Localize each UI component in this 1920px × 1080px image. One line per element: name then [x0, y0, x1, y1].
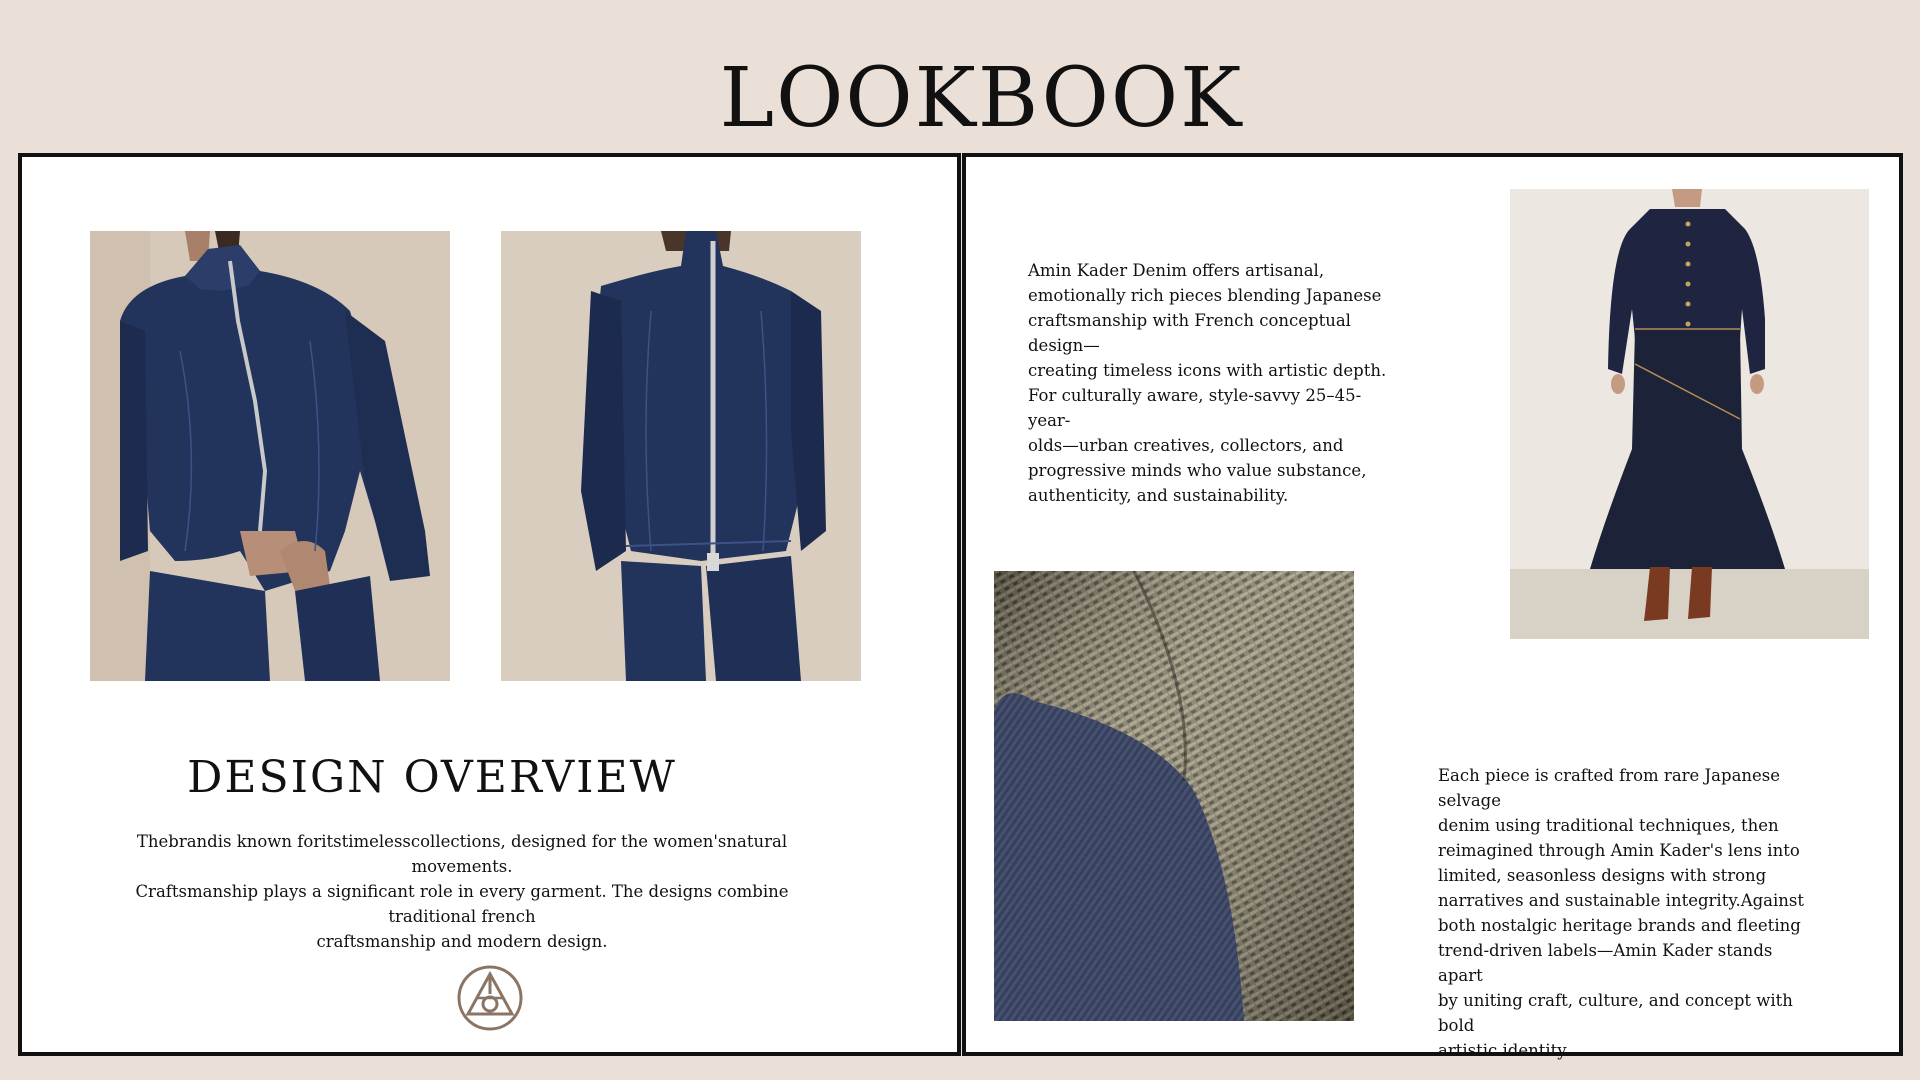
design-overview-line: craftsmanship and modern design.	[316, 932, 608, 951]
craft-detail-line: both nostalgic heritage brands and fleeting	[1438, 916, 1801, 935]
brand-intro-line: emotionally rich pieces blending Japanese	[1028, 286, 1382, 305]
left-page	[18, 153, 961, 1056]
jacket-front-photo	[90, 231, 450, 681]
craft-detail-line: denim using traditional techniques, then	[1438, 816, 1779, 835]
right-page	[962, 153, 1903, 1060]
brand-intro-line: Amin Kader Denim offers artisanal,	[1028, 261, 1325, 280]
brand-intro-line: creating timeless icons with artistic depth.	[1028, 361, 1387, 380]
triangle-emblem-icon	[456, 964, 524, 1032]
craft-detail-line: narratives and sustainable integrity.Against	[1438, 891, 1805, 910]
brand-intro-line: progressive minds who value substance,	[1028, 461, 1367, 480]
brand-intro-line: authenticity, and sustainability.	[1028, 486, 1289, 505]
design-overview-line: Thebrandis known foritstimelesscollections, designed for the women'snatural movements.	[136, 832, 788, 876]
craft-detail-text	[1438, 763, 1808, 1063]
craft-detail-line: limited, seasonless designs with strong	[1438, 866, 1767, 885]
brand-intro-line: For culturally aware, style-savvy 25–45-year-	[1028, 386, 1362, 430]
denim-dress-photo	[1510, 189, 1869, 639]
design-overview-line: Craftsmanship plays a significant role in every garment. The designs combine traditional french	[135, 882, 789, 926]
craft-detail-line: trend-driven labels—Amin Kader stands apart	[1438, 941, 1773, 985]
brand-intro-line: craftsmanship with French conceptual design—	[1028, 311, 1351, 355]
craft-detail-line: artistic identity.	[1438, 1041, 1570, 1060]
design-overview-heading: DESIGN OVERVIEW	[187, 752, 677, 803]
brand-intro-text	[1028, 258, 1388, 508]
craft-detail-line: Each piece is crafted from rare Japanese selvage	[1438, 766, 1781, 810]
brand-intro-line: olds—urban creatives, collectors, and	[1028, 436, 1344, 455]
craft-detail-line: reimagined through Amin Kader's lens into	[1438, 841, 1800, 860]
lookbook-title: LOOKBOOK	[719, 51, 1244, 146]
jacket-back-photo	[501, 231, 861, 681]
craft-detail-line: by uniting craft, culture, and concept with bold	[1438, 991, 1793, 1035]
design-overview-text	[102, 829, 822, 954]
denim-fabric-photo	[994, 571, 1354, 1021]
